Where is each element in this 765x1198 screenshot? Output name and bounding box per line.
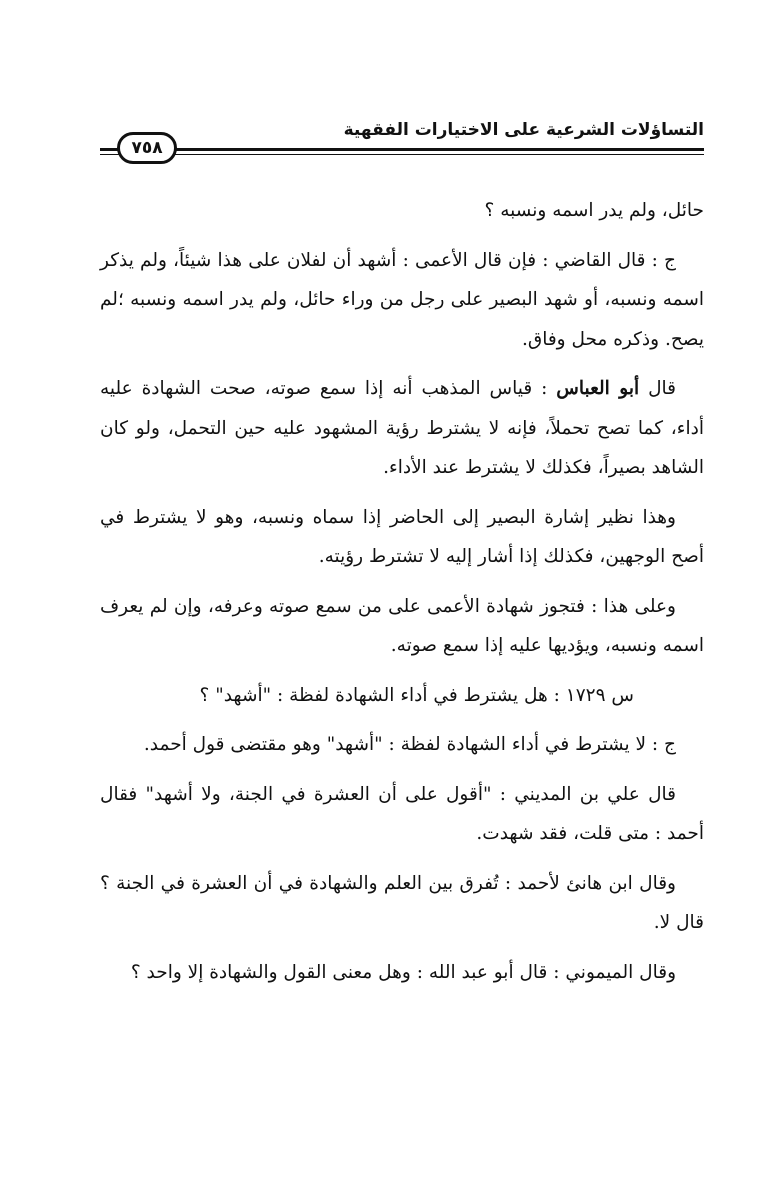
body-text — [100, 191, 704, 1002]
paragraph — [100, 369, 704, 488]
question-paragraph: س ١٧٢٩ : هل يشترط في أداء الشهادة لفظة : "أشهد" ؟ — [199, 684, 634, 706]
paragraph: قال علي بن المديني : "أقول على أن العشرة في الجنة، ولا أشهد" فقال أحمد : متى قلت، فقد شهدت. — [100, 783, 704, 844]
paragraph: ج : لا يشترط في أداء الشهادة لفظة : "أشهد" وهو مقتضى قول أحمد. — [143, 734, 676, 755]
paragraph: وقال ابن هانئ لأحمد : تُفرق بين العلم والشهادة في أن العشرة في الجنة ؟ قال لا. — [100, 872, 704, 933]
paragraph-lead: قال — [639, 378, 676, 399]
paragraph: ج : قال القاضي : فإن قال الأعمى : أشهد أن لفلان على هذا شيئاً، ولم يذكر اسمه ونسبه، أو شهد البصير على رجل من وراء حائل، ولم يدر اسمه ونسبه ؛لم يصح. وذكره محل وفاق. — [100, 249, 704, 350]
bold-name: أبو العباس — [556, 378, 640, 399]
paragraph: وهذا نظير إشارة البصير إلى الحاضر إذا سماه ونسبه، وهو لا يشترط في أصح الوجهين، فكذلك إذا أشار إليه لا تشترط رؤيته. — [100, 506, 704, 567]
header-rule-thick — [100, 148, 704, 151]
running-title: التساؤلات الشرعية على الاختيارات الفقهية — [343, 120, 704, 140]
paragraph: حائل، ولم يدر اسمه ونسبه ؟ — [484, 200, 704, 221]
page-number: ٧٥٨ — [117, 132, 177, 164]
paragraph-rest: : قياس المذهب أنه إذا سمع صوته، صحت الشهادة عليه أداء، كما تصح تحملاً، فإنه لا يشترط رؤية المشهود عليه حين التحمل، ولو كان الشاهد بصيراً، فكذلك لا يشترط عند الأداء. — [100, 378, 704, 478]
paragraph: وعلى هذا : فتجوز شهادة الأعمى على من سمع صوته وعرفه، وإن لم يعرف اسمه ونسبه، ويؤديها عليه إذا سمع صوته. — [100, 595, 704, 656]
header-rule-thin — [100, 154, 704, 155]
page-header — [100, 112, 704, 158]
paragraph: وقال الميموني : قال أبو عبد الله : وهل معنى القول والشهادة إلا واحد ؟ — [130, 961, 676, 983]
